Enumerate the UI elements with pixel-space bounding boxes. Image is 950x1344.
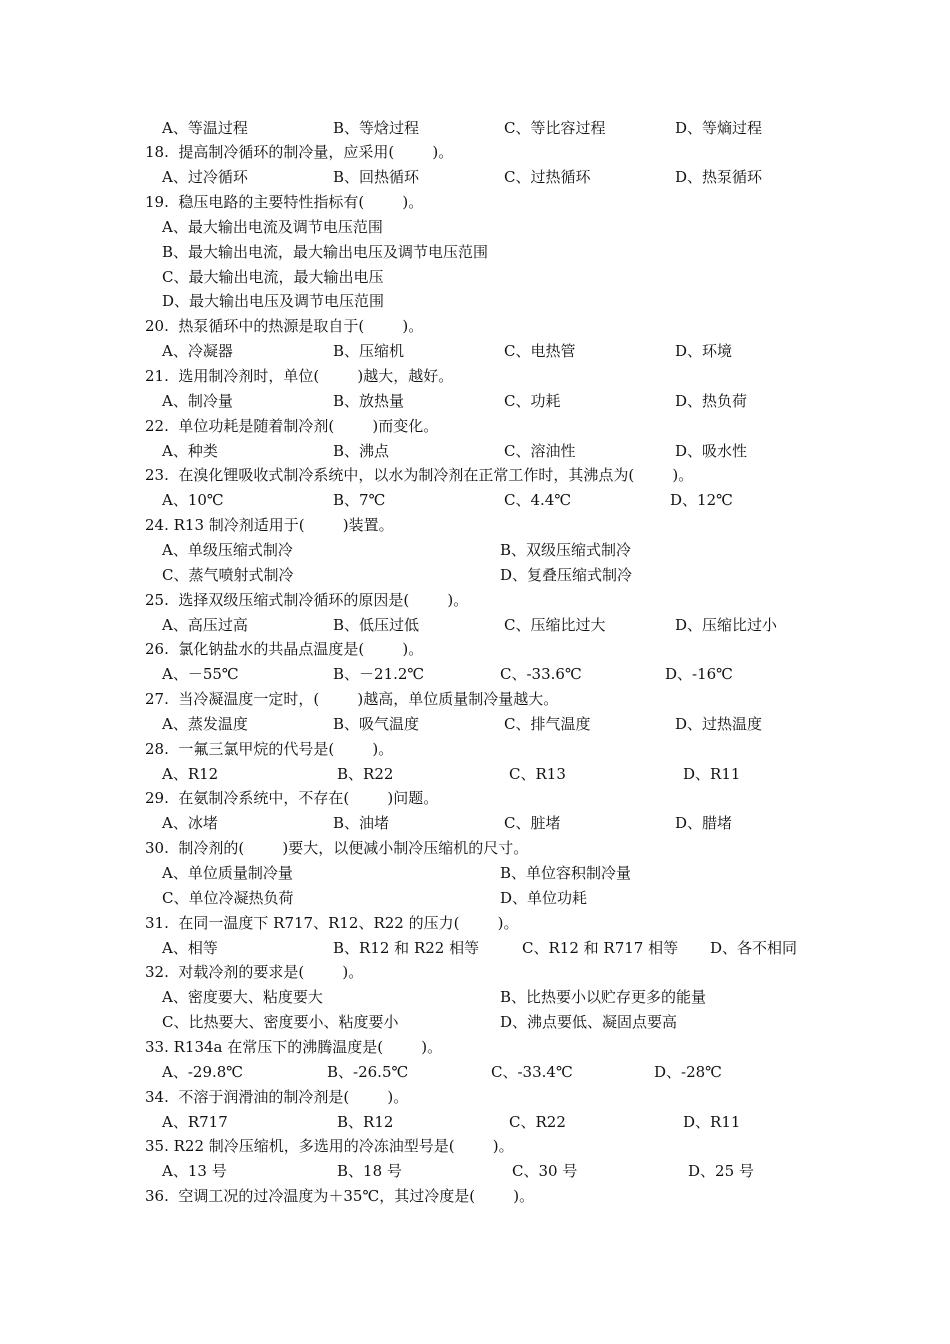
question-text: 30. 制冷剂的( )要大，以便减小制冷压缩机的尺寸。 bbox=[145, 839, 529, 858]
option-text: B、压缩机 bbox=[333, 342, 405, 361]
option-text: C、等比容过程 bbox=[504, 118, 606, 137]
option-text: D、热负荷 bbox=[675, 391, 748, 410]
option-line bbox=[0, 289, 950, 314]
option-text: B、-26.5℃ bbox=[327, 1062, 409, 1081]
option-line bbox=[0, 240, 950, 265]
options-row bbox=[0, 936, 950, 961]
option-text: D、沸点要低、凝固点要高 bbox=[500, 1013, 678, 1032]
options-row bbox=[0, 712, 950, 737]
question-line bbox=[0, 1184, 950, 1209]
question-text: 29. 在氨制冷系统中，不存在( )问题。 bbox=[145, 789, 439, 808]
option-line bbox=[0, 215, 950, 240]
options-row bbox=[0, 116, 950, 141]
option-text: B、吸气温度 bbox=[333, 714, 420, 733]
option-text: A、冷凝器 bbox=[162, 342, 233, 361]
option-text: A、最大输出电流及调节电压范围 bbox=[162, 217, 383, 236]
option-line bbox=[0, 265, 950, 290]
question-line bbox=[0, 687, 950, 712]
option-text: A、密度要大、粘度要大 bbox=[162, 988, 323, 1007]
options-row bbox=[0, 165, 950, 190]
option-text: D、复叠压缩式制冷 bbox=[500, 565, 633, 584]
options-row bbox=[0, 1010, 950, 1035]
question-text: 27. 当冷凝温度一定时，( )越高，单位质量制冷量越大。 bbox=[145, 690, 559, 709]
option-text: C、最大输出电流，最大输出电压 bbox=[162, 267, 384, 286]
option-text: B、－21.2℃ bbox=[333, 665, 425, 684]
options-row bbox=[0, 1060, 950, 1085]
option-text: A、－55℃ bbox=[162, 665, 239, 684]
options-row bbox=[0, 811, 950, 836]
option-text: D、各不相同 bbox=[710, 938, 798, 957]
question-line bbox=[0, 1035, 950, 1060]
option-text: B、油堵 bbox=[333, 814, 390, 833]
option-text: B、R12 和 R22 相等 bbox=[333, 938, 480, 957]
option-text: B、7℃ bbox=[333, 491, 386, 510]
option-text: B、低压过低 bbox=[333, 615, 420, 634]
question-text: 31. 在同一温度下 R717、R12、R22 的压力( )。 bbox=[145, 913, 519, 932]
option-text: C、-33.4℃ bbox=[491, 1062, 573, 1081]
question-line bbox=[0, 737, 950, 762]
option-text: C、电热管 bbox=[504, 342, 576, 361]
option-text: A、等温过程 bbox=[162, 118, 248, 137]
option-text: C、-33.6℃ bbox=[500, 665, 582, 684]
option-text: C、脏堵 bbox=[504, 814, 561, 833]
question-line bbox=[0, 513, 950, 538]
option-text: D、最大输出电压及调节电压范围 bbox=[162, 292, 385, 311]
option-text: D、25 号 bbox=[688, 1162, 754, 1181]
question-line bbox=[0, 140, 950, 165]
option-text: C、30 号 bbox=[512, 1162, 578, 1181]
option-text: A、单级压缩式制冷 bbox=[162, 540, 293, 559]
question-line bbox=[0, 960, 950, 985]
options-row bbox=[0, 662, 950, 687]
option-text: C、溶油性 bbox=[504, 441, 576, 460]
option-text: B、R12 bbox=[337, 1112, 394, 1131]
option-text: C、单位冷凝热负荷 bbox=[162, 888, 294, 907]
question-text: 34. 不溶于润滑油的制冷剂是( )。 bbox=[145, 1087, 409, 1106]
options-row bbox=[0, 1110, 950, 1135]
question-text: 32. 对载冷剂的要求是( )。 bbox=[145, 963, 364, 982]
option-text: B、等焓过程 bbox=[333, 118, 420, 137]
question-line bbox=[0, 1085, 950, 1110]
option-text: A、13 号 bbox=[162, 1162, 227, 1181]
option-text: A、10℃ bbox=[162, 491, 224, 510]
option-text: D、单位功耗 bbox=[500, 888, 588, 907]
option-text: C、排气温度 bbox=[504, 714, 591, 733]
question-text: 35. R22 制冷压缩机，多选用的冷冻油型号是( )。 bbox=[145, 1137, 514, 1156]
option-text: D、-16℃ bbox=[665, 665, 733, 684]
option-text: C、4.4℃ bbox=[504, 491, 572, 510]
option-text: A、单位质量制冷量 bbox=[162, 864, 293, 882]
options-row bbox=[0, 985, 950, 1010]
question-line bbox=[0, 190, 950, 215]
options-row bbox=[0, 613, 950, 638]
question-text: 20. 热泵循环中的热源是取自于( )。 bbox=[145, 317, 424, 336]
question-text: 33. R134a 在常压下的沸腾温度是( )。 bbox=[145, 1037, 443, 1056]
options-row bbox=[0, 563, 950, 588]
option-text: D、R11 bbox=[683, 1112, 741, 1131]
option-text: C、过热循环 bbox=[504, 168, 591, 187]
options-row bbox=[0, 389, 950, 414]
question-text: 25. 选择双级压缩式制冷循环的原因是( )。 bbox=[145, 590, 469, 609]
options-row bbox=[0, 538, 950, 563]
option-text: A、制冷量 bbox=[162, 391, 233, 410]
question-text: 28. 一氟三氯甲烷的代号是( )。 bbox=[145, 739, 394, 758]
options-row bbox=[0, 439, 950, 464]
option-text: D、热泵循环 bbox=[675, 168, 763, 187]
option-text: A、蒸发温度 bbox=[162, 714, 248, 733]
option-text: C、R12 和 R717 相等 bbox=[522, 938, 679, 957]
option-text: B、放热量 bbox=[333, 391, 405, 410]
question-line bbox=[0, 314, 950, 339]
option-text: C、R13 bbox=[509, 764, 566, 783]
options-row bbox=[0, 886, 950, 911]
question-line bbox=[0, 786, 950, 811]
question-line bbox=[0, 588, 950, 613]
question-line bbox=[0, 911, 950, 936]
option-text: D、压缩比过小 bbox=[675, 615, 778, 634]
option-text: A、种类 bbox=[162, 441, 218, 460]
question-text: 21. 选用制冷剂时，单位( )越大，越好。 bbox=[145, 367, 454, 385]
option-text: D、等熵过程 bbox=[675, 118, 763, 137]
question-text: 22. 单位功耗是随着制冷剂( )而变化。 bbox=[145, 416, 439, 435]
option-text: D、环境 bbox=[675, 342, 733, 361]
option-text: B、18 号 bbox=[337, 1162, 402, 1181]
options-row bbox=[0, 339, 950, 364]
option-text: A、高压过高 bbox=[162, 615, 248, 634]
option-text: B、双级压缩式制冷 bbox=[500, 540, 632, 559]
question-line bbox=[0, 463, 950, 488]
option-text: D、腊堵 bbox=[675, 814, 733, 833]
option-text: B、最大输出电流，最大输出电压及调节电压范围 bbox=[162, 242, 489, 261]
option-text: C、功耗 bbox=[504, 391, 561, 410]
option-text: B、回热循环 bbox=[333, 168, 420, 187]
option-text: B、单位容积制冷量 bbox=[500, 864, 632, 882]
option-text: A、相等 bbox=[162, 938, 218, 957]
option-text: D、过热温度 bbox=[675, 714, 763, 733]
options-row bbox=[0, 861, 950, 886]
options-row bbox=[0, 1159, 950, 1184]
options-row bbox=[0, 762, 950, 787]
question-text: 24. R13 制冷剂适用于( )装置。 bbox=[145, 516, 394, 535]
option-text: A、冰堵 bbox=[162, 814, 218, 833]
question-line bbox=[0, 637, 950, 662]
option-text: B、比热要小以贮存更多的能量 bbox=[500, 988, 707, 1007]
options-row bbox=[0, 488, 950, 513]
option-text: D、吸水性 bbox=[675, 441, 748, 460]
option-text: A、-29.8℃ bbox=[162, 1062, 244, 1081]
question-line bbox=[0, 414, 950, 439]
option-text: C、R22 bbox=[509, 1112, 566, 1131]
question-line bbox=[0, 836, 950, 861]
option-text: C、压缩比过大 bbox=[504, 615, 606, 634]
option-text: B、R22 bbox=[337, 764, 394, 783]
question-text: 19. 稳压电路的主要特性指标有( )。 bbox=[145, 193, 424, 212]
question-text: 26. 氯化钠盐水的共晶点温度是( )。 bbox=[145, 640, 424, 659]
option-text: A、R717 bbox=[162, 1112, 228, 1131]
question-line bbox=[0, 364, 950, 389]
question-text: 18. 提高制冷循环的制冷量，应采用( )。 bbox=[145, 143, 454, 162]
option-text: D、12℃ bbox=[670, 491, 733, 510]
question-text: 36. 空调工况的过冷温度为＋35℃，其过冷度是( )。 bbox=[145, 1187, 535, 1206]
option-text: C、蒸气喷射式制冷 bbox=[162, 565, 294, 584]
option-text: D、-28℃ bbox=[654, 1062, 722, 1081]
option-text: B、沸点 bbox=[333, 441, 390, 460]
option-text: C、比热要大、密度要小、粘度要小 bbox=[162, 1013, 399, 1032]
option-text: D、R11 bbox=[683, 764, 741, 783]
question-line bbox=[0, 1134, 950, 1159]
option-text: A、过冷循环 bbox=[162, 168, 248, 187]
option-text: A、R12 bbox=[162, 764, 219, 783]
question-text: 23. 在溴化锂吸收式制冷系统中，以水为制冷剂在正常工作时，其沸点为( )。 bbox=[145, 466, 694, 485]
